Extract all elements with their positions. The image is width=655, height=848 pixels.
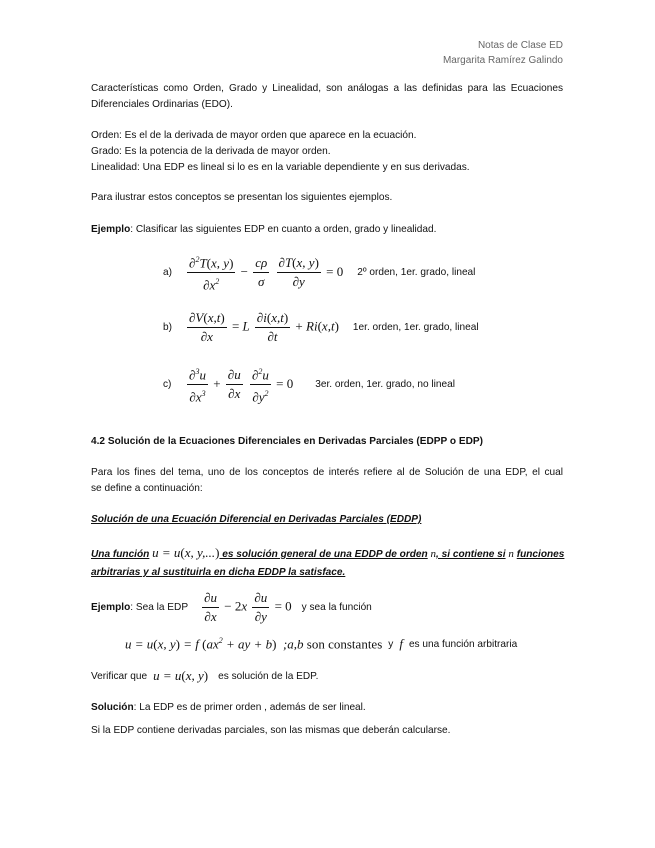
equation-b-result: 1er. orden, 1er. grado, lineal xyxy=(352,322,479,333)
header-course: Notas de Clase ED xyxy=(477,40,563,51)
verify-text2: es solución de la EDP. xyxy=(218,670,319,682)
equation-c-label: c) xyxy=(163,379,172,391)
equation-c-result: 3er. orden, 1er. grado, no lineal xyxy=(315,379,455,391)
solution-label: Solución xyxy=(91,702,134,713)
example2-function xyxy=(125,636,517,652)
equation-a xyxy=(163,252,475,294)
definition-part1: Una función xyxy=(91,549,150,560)
example2-f: f xyxy=(399,636,403,652)
def-linealidad: Linealidad: Una EDP es lineal si lo es en la variable dependiente y en sus derivadas. xyxy=(91,162,470,173)
equation-a-formula: $\frac{\partial^2T(x, y)}{\partial x^2}$ − $\frac{c\rho}{\sigma}$ $\frac{\partial T(x, y)}{\partial y}$ = 0 xyxy=(185,252,343,294)
example2-text1: : Sea la EDP xyxy=(130,602,189,613)
example1-line xyxy=(91,222,563,238)
section-intro-line-2: se define a continuación: xyxy=(91,483,203,494)
definition-part4: funciones xyxy=(516,549,565,560)
example1-label: Ejemplo xyxy=(91,224,131,235)
example2-const: son constantes xyxy=(306,636,383,652)
definition-part3: , si contiene si xyxy=(436,549,506,560)
equation-c xyxy=(163,364,455,406)
header-author: Margarita Ramírez Galindo xyxy=(442,55,563,66)
equation-b xyxy=(163,310,479,345)
example2-function-formula: u = u(x, y) = f ($ax^2$ + ay + b) ;a,b son constantes xyxy=(125,636,383,652)
equation-a-label: a) xyxy=(163,267,172,279)
example2-arb: es una función arbitraria xyxy=(408,638,518,650)
def-grado: Grado: Es la potencia de la derivada de mayor orden. xyxy=(91,146,331,157)
equation-c-formula: $\frac{\partial^3u}{\partial x^3}$ + $\frac{\partial u}{\partial x}$ $\frac{\partial^2u}{\partial y^2}$ = 0 xyxy=(185,364,293,406)
equation-b-formula: $\frac{\partial V(x,t)}{\partial x}$ = L $\frac{\partial i(x,t)}{\partial t}$ + Ri(x,t) xyxy=(189,310,339,344)
definition-n2: n xyxy=(508,548,514,560)
illustrate-text: Para ilustrar estos conceptos se presentan los siguientes ejemplos. xyxy=(91,192,393,203)
example2-text2: y sea la función xyxy=(301,602,372,613)
intro-line-2: Diferenciales Ordinarias (EDO). xyxy=(91,99,233,110)
definition-part2: es solución general de una EDDP de orden xyxy=(219,549,428,560)
definition-u-formula: u = u(x, y,...) xyxy=(152,545,220,560)
example1-text: : Clasificar las siguientes EDP en cuanto a orden, grado y linealidad. xyxy=(130,224,437,235)
verify-line xyxy=(91,668,318,684)
example2-edp: $\frac{\partial u}{\partial x}$ − 2x $\frac{\partial u}{\partial y}$ = 0 xyxy=(204,590,292,624)
def-orden: Orden: Es el de la derivada de mayor orden que aparece en la ecuación. xyxy=(91,130,417,141)
example2-line xyxy=(91,590,372,625)
intro-line-1: Características como Orden, Grado y Linealidad, son análogas a las definidas para las Ecuaciones xyxy=(91,83,563,94)
subtitle: Solución de una Ecuación Diferencial en Derivadas Parciales (EDDP) xyxy=(91,514,422,525)
section-title: 4.2 Solución de la Ecuaciones Diferenciales en Derivadas Parciales (EDPP o EDP) xyxy=(91,436,483,447)
solution-text: : La EDP es de primer orden , además de ser lineal. xyxy=(133,702,366,713)
example2-label: Ejemplo xyxy=(91,602,131,613)
solution-line xyxy=(91,700,563,716)
example2-y: y xyxy=(388,638,394,650)
verify-formula: u = u(x, y) xyxy=(153,668,209,683)
definition-n1: n xyxy=(430,548,437,560)
equation-a-result: 2º orden, 1er. grado, lineal xyxy=(357,267,476,279)
last-line: Si la EDP contiene derivadas parciales, son las mismas que deberán calcularse. xyxy=(91,725,451,736)
equation-b-label: b) xyxy=(163,322,172,333)
section-intro-line-1: Para los fines del tema, uno de los conceptos de interés refiere al de Solución de una EDP, el cual xyxy=(91,467,563,478)
definition-line-1 xyxy=(91,545,563,563)
verify-text1: Verificar que xyxy=(91,670,148,682)
definition-line-2: arbitrarias y al sustituirla en dicha EDDP la satisface. xyxy=(91,567,346,578)
